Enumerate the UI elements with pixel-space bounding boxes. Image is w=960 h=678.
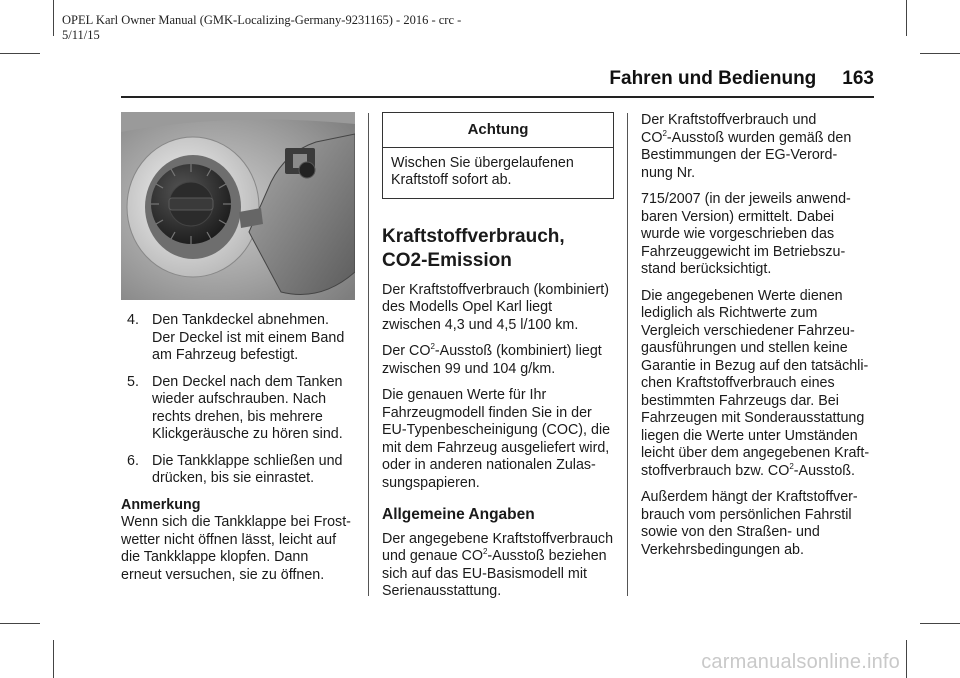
step-text: Den Deckel nach dem Tanken [152, 373, 343, 390]
text-line: Fahrzeugmodell finden Sie in der [382, 404, 592, 421]
text-line: chen Kraftstoffverbrauch eines [641, 375, 835, 391]
text-fragment: -Ausstoß (kombiniert) liegt [434, 343, 602, 359]
text-line: Fahrzeugen mit Sonderausstattung [641, 410, 865, 426]
page-number: 163 [842, 68, 874, 89]
text-fragment: Der CO [382, 343, 431, 359]
note-heading: Anmerkung [121, 496, 201, 513]
text-line: Die angegebenen Werte dienen [641, 287, 843, 304]
warning-box [382, 112, 614, 199]
text-line: Der Kraftstoffverbrauch (kombiniert) [382, 281, 609, 298]
text-fragment: und genaue CO [382, 548, 483, 564]
step-text: Den Tankdeckel abnehmen. [152, 312, 329, 328]
note-line: die Tankklappe klopfen. Dann [121, 549, 309, 565]
step-list [121, 312, 355, 488]
paragraph [641, 288, 875, 481]
text-line: Bestimmungen der EG-Verord- [641, 147, 838, 163]
step-text: Klickgeräusche zu hören sind. [152, 426, 343, 442]
step-number: 4. [127, 312, 139, 328]
text-fragment: -Ausstoß. [793, 462, 855, 479]
text-line: Der angegebene Kraftstoffverbrauch [382, 530, 614, 547]
crop-mark [53, 0, 54, 36]
watermark-text: carmanualsonline.info [701, 651, 900, 673]
warning-title: Achtung [383, 113, 613, 148]
paragraph [641, 112, 875, 182]
text-line: zwischen 4,3 und 4,5 l/100 km. [382, 316, 579, 333]
text-line: baren Version) ermittelt. Dabei [641, 208, 835, 225]
document-info-line: OPEL Karl Owner Manual (GMK-Localizing-Germany-9231165) - 2016 - crc - [62, 13, 462, 27]
step-number: 6. [127, 452, 139, 469]
text-fragment: CO [641, 129, 663, 146]
text-line: sowie von den Straßen- und [641, 524, 820, 540]
section-heading [382, 225, 614, 273]
list-item [121, 374, 355, 444]
note-line: Wenn sich die Tankklappe bei Frost- [121, 514, 351, 530]
text-line: 715/2007 (in der jeweils anwend- [641, 191, 851, 207]
text-line: leicht über dem angegebenen Kraft- [641, 445, 870, 461]
step-text: Die Tankklappe schließen und [152, 452, 343, 469]
text-fragment: stoffverbrauch bzw. CO [641, 462, 790, 479]
column-3 [641, 112, 875, 568]
section-heading-line: CO2-Emission [382, 249, 512, 271]
text-line: oder in anderen nationalen Zulas- [382, 457, 596, 473]
column-divider [627, 113, 628, 596]
document-info-header [62, 13, 582, 43]
crop-mark [920, 53, 960, 54]
text-line: Vergleich verschiedener Fahrzeu- [641, 322, 855, 339]
text-line: Fahrzeuggewicht im Betriebszu- [641, 243, 846, 260]
text-line: EU-Typenbescheinigung (COC), die [382, 422, 611, 438]
paragraph [382, 282, 614, 335]
paragraph [382, 387, 614, 492]
text-line: brauch vom persönlichen Fahrstil [641, 506, 852, 523]
subscript-number: 2 [430, 342, 435, 352]
header-rule [121, 96, 874, 98]
text-line: wurde wie vorgeschrieben das [641, 226, 835, 242]
step-text: Der Deckel ist mit einem Band [152, 329, 345, 346]
text-line: Serienausstattung. [382, 583, 502, 599]
text-line: Außerdem hängt der Kraftstoffver- [641, 489, 858, 505]
text-line: Der Kraftstoffverbrauch und [641, 112, 817, 128]
note-line: wetter nicht öffnen lässt, leicht auf [121, 531, 337, 548]
section-title: Fahren und Bedienung [609, 68, 817, 89]
crop-mark [0, 53, 40, 54]
text-line: bestimmten Fahrzeugs dar. Bei [641, 392, 839, 409]
step-text: wieder aufschrauben. Nach [152, 391, 327, 407]
column-divider [368, 113, 369, 596]
list-item [121, 312, 355, 365]
crop-mark [53, 640, 54, 678]
text-line: Verkehrsbedingungen ab. [641, 541, 804, 558]
note-text [121, 514, 355, 584]
text-line: sungspapieren. [382, 474, 480, 491]
text-fragment: -Ausstoß wurden gemäß den [666, 129, 852, 146]
note-line: erneut versuchen, sie zu öffnen. [121, 566, 325, 583]
text-line: zwischen 99 und 104 g/km. [382, 360, 556, 377]
subscript-number: 2 [662, 128, 667, 138]
document-info-date: 5/11/15 [62, 28, 100, 42]
crop-mark [0, 623, 40, 624]
text-line: lediglich als Richtwerte zum [641, 305, 818, 321]
crop-mark [920, 623, 960, 624]
warning-line: Kraftstoff sofort ab. [391, 172, 512, 188]
text-line: nung Nr. [641, 164, 696, 181]
text-line: mit dem Fahrzeug ausgeliefert wird, [382, 439, 610, 456]
text-line: des Modells Opel Karl liegt [382, 299, 553, 315]
text-line: Garantie in Bezug auf den tatsächli- [641, 357, 869, 374]
step-text: drücken, bis sie einrastet. [152, 470, 315, 486]
text-fragment: -Ausstoß beziehen [487, 548, 607, 564]
step-number: 5. [127, 373, 139, 390]
subsection-heading: Allgemeine Angaben [382, 506, 535, 523]
text-line: liegen die Werte unter Umständen [641, 427, 858, 444]
warning-text [383, 148, 613, 198]
fuel-cap-photo [121, 112, 355, 300]
step-text: rechts drehen, bis mehrere [152, 408, 323, 425]
crop-mark [906, 640, 907, 678]
running-head [609, 68, 874, 90]
section-heading-line: Kraftstoffverbrauch, [382, 225, 565, 247]
text-line: sich auf das EU-Basismodell mit [382, 565, 587, 582]
warning-line: Wischen Sie übergelaufenen [391, 154, 574, 171]
paragraph [382, 531, 614, 601]
step-text: am Fahrzeug befestigt. [152, 347, 299, 363]
paragraph [382, 343, 614, 378]
paragraph [641, 489, 875, 559]
text-line: Die genauen Werte für Ihr [382, 387, 547, 403]
column-2 [382, 112, 614, 610]
paragraph [641, 191, 875, 279]
crop-mark [906, 0, 907, 36]
text-line: gausführungen und stellen keine [641, 340, 848, 356]
column-1 [121, 112, 355, 584]
subscript-number: 2 [789, 461, 794, 471]
subscript-number: 2 [482, 547, 488, 557]
list-item [121, 453, 355, 488]
text-line: stand berücksichtigt. [641, 261, 772, 277]
